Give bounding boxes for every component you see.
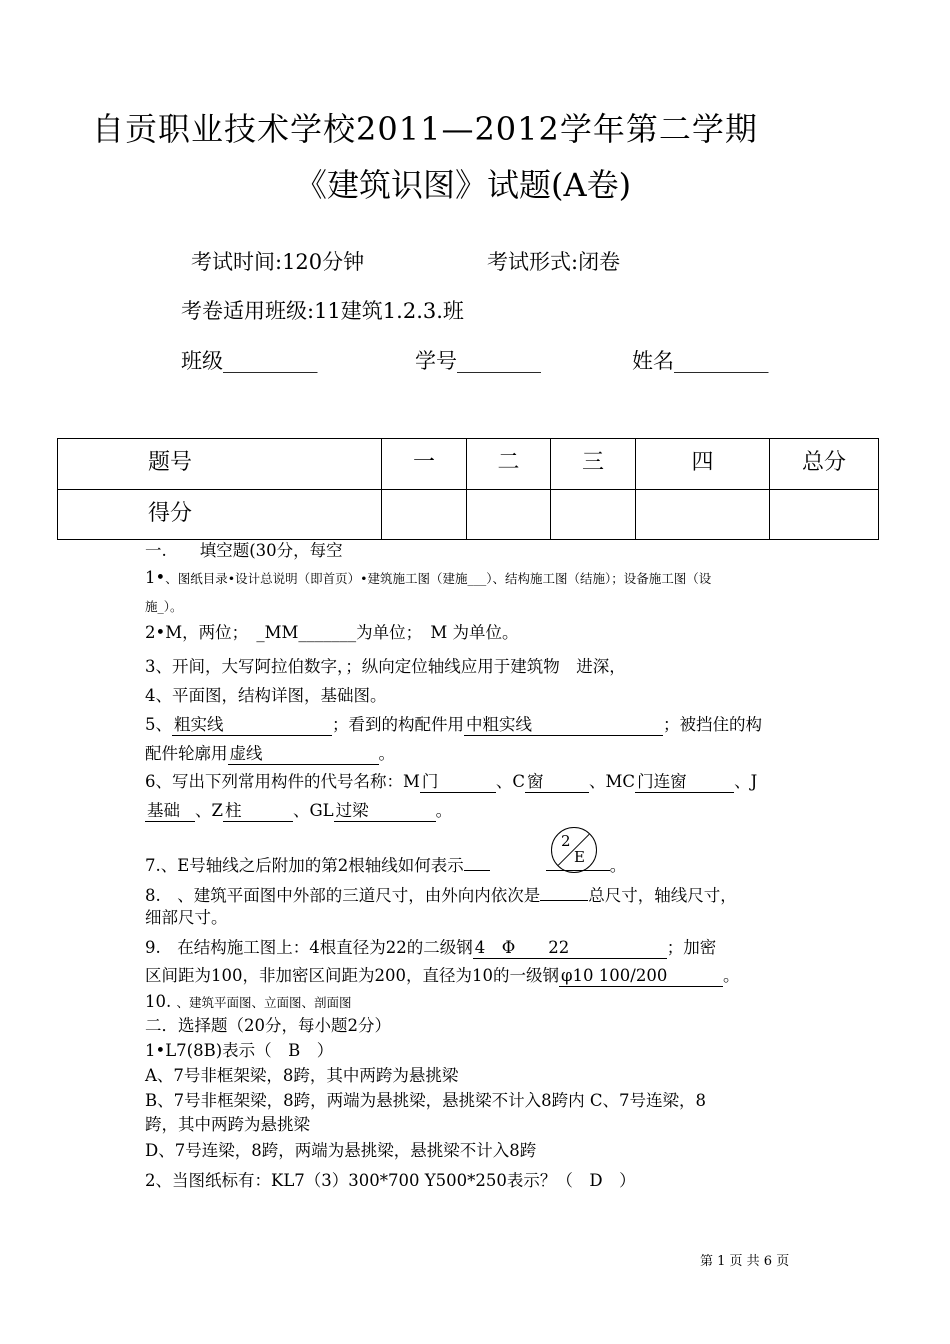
score-table-score-row — [58, 490, 879, 540]
score-table-header-row — [58, 439, 879, 490]
s2-q1-option-a: A、7号非框架梁，8跨，其中两跨为悬挑梁 — [145, 1066, 459, 1085]
student-id-field: 学号________ — [415, 349, 541, 373]
q9-answer-1: 4 Φ 22 — [473, 940, 667, 959]
q9-line1: 9. 在结构施工图上：4根直径为22的二级钢 4 Φ 22 ；加密 — [145, 938, 717, 957]
score-table — [57, 438, 879, 540]
score-row-label: 得分 — [58, 490, 382, 540]
score-cell[interactable] — [382, 490, 467, 540]
q1-line1: 1•、图纸目录•设计总说明（即首页）•建筑施工图（建施___）、结构施工图（结施）；设备施工图（设 — [145, 568, 712, 587]
q5-answer-1: 粗实线 — [172, 717, 332, 736]
section1-title: 一. 填空题(30分，每空 — [145, 541, 343, 560]
s2-q1-option-b-c-cont: 跨，其中两跨为悬挑梁 — [145, 1115, 310, 1134]
s2-q1-option-d: D、7号连梁，8跨，两端为悬挑梁，悬挑梁不计入8跨 — [145, 1141, 537, 1160]
q6-answer-j: 基础 — [145, 803, 195, 822]
axis-circle-letter: E — [574, 848, 585, 866]
q6-answer-gl: 过梁 — [334, 803, 436, 822]
section2-title: 二．选择题（20分，每小题2分） — [145, 1016, 391, 1035]
score-table-header-cell: 三 — [551, 439, 636, 490]
q7: 7.、E号轴线之后附加的第2根轴线如何表示 。 — [145, 852, 626, 875]
q10: 10. 、建筑平面图、立面图、剖面图 — [145, 992, 352, 1011]
s2-q1-option-b-c: B、7号非框架梁，8跨，两端为悬挑梁，悬挑梁不计入8跨内 C、7号连梁，8 — [145, 1091, 706, 1110]
q2: 2•M，两位； _MM_______为单位； M 为单位。 — [145, 623, 519, 642]
q7-blank-1 — [464, 852, 490, 871]
q4: 4、平面图，结构详图，基础图。 — [145, 686, 387, 705]
q1-line2: 施_）。 — [145, 599, 183, 614]
score-cell[interactable] — [770, 490, 879, 540]
q5-answer-2: 中粗实线 — [464, 717, 663, 736]
student-name-field: 姓名_________ — [632, 349, 769, 373]
score-table-header-cell: 题号 — [58, 439, 382, 490]
axis-number-circle-icon — [551, 827, 597, 873]
q8-blank — [540, 882, 588, 901]
q6-answer-z: 柱 — [223, 803, 293, 822]
q5-line1: 5、 粗实线 ；看到的构配件用 中粗实线 ；被挡住的构 — [145, 715, 762, 734]
exam-time: 考试时间:120分钟 — [191, 250, 365, 274]
q6-answer-c: 窗 — [525, 774, 589, 793]
class-field: 班级_________ — [181, 349, 318, 373]
q9-answer-2: φ10 100/200 — [559, 968, 723, 987]
exam-title: 自贡职业技术学校2011—2012学年第二学期 — [92, 110, 758, 148]
page-number: 第 1 页 共 6 页 — [700, 1254, 790, 1269]
exam-form: 考试形式:闭卷 — [487, 250, 621, 274]
q6-line1: 6、写出下列常用构件的代号名称：M 门 、C 窗 、MC 门连窗 、J — [145, 772, 758, 791]
q9-line2: 区间距为100，非加密区间距为200，直径为10的一级钢 φ10 100/200 。 — [145, 966, 740, 985]
score-cell[interactable] — [636, 490, 770, 540]
s2-q1: 1•L7(8B)表示（ B ） — [145, 1041, 334, 1060]
score-table-header-cell: 总分 — [770, 439, 879, 490]
score-table-header-cell: 二 — [467, 439, 551, 490]
q6-line2: 基础 、Z 柱 、GL 过梁 。 — [147, 801, 453, 820]
q3: 3、开间，大写阿拉伯数字，；纵向定位轴线应用于建筑物 进深， — [145, 657, 626, 676]
score-cell[interactable] — [551, 490, 636, 540]
q8-line1: 8. 、建筑平面图中外部的三道尺寸，由外向内依次是 总尺寸，轴线尺寸， — [145, 882, 737, 905]
q5-answer-3: 虚线 — [228, 746, 379, 765]
q6-answer-mc: 门连窗 — [635, 774, 734, 793]
applicable-classes: 考卷适用班级:11建筑1.2.3.班 — [181, 299, 464, 323]
q8-line2: 细部尺寸。 — [145, 908, 228, 927]
exam-subtitle: 《建筑识图》试题(A卷) — [295, 166, 632, 204]
score-table-header-cell: 四 — [636, 439, 770, 490]
s2-q2: 2、当图纸标有：KL7（3）300*700 Y500*250表示？（ D ） — [145, 1171, 636, 1190]
axis-circle-number: 2 — [561, 832, 571, 850]
q6-answer-m: 门 — [420, 774, 496, 793]
score-table-header-cell: 一 — [382, 439, 467, 490]
q5-line2: 配件轮廓用 虚线 。 — [145, 744, 395, 763]
score-cell[interactable] — [467, 490, 551, 540]
